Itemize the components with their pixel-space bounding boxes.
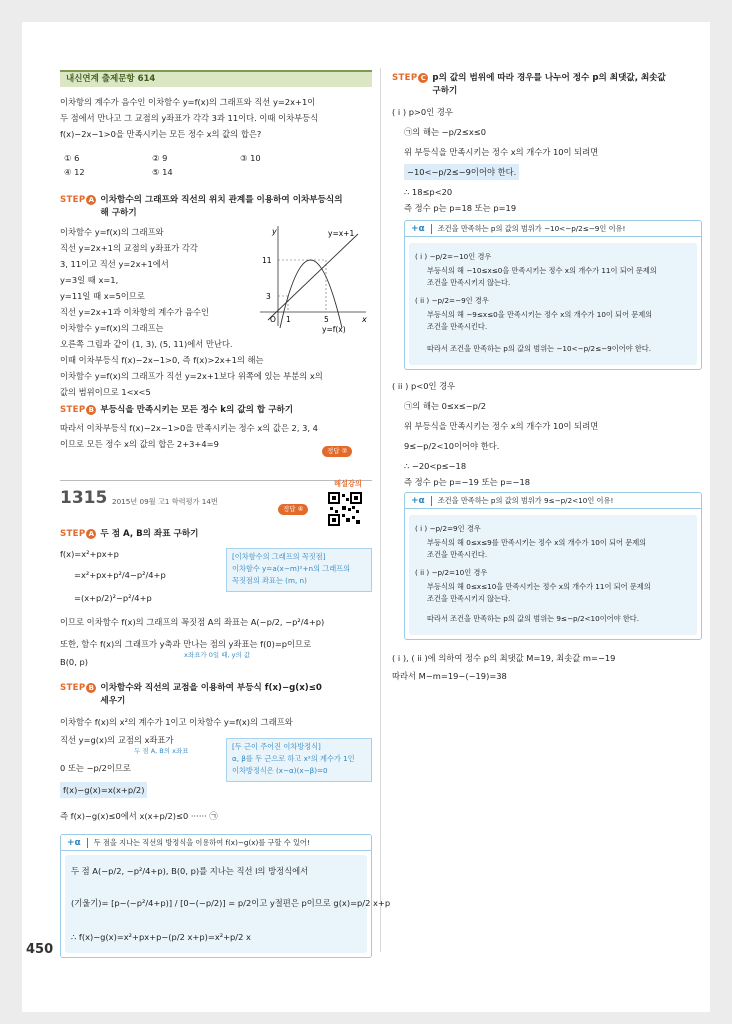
solution-line: 직선 y=2x+1과 이차항의 계수가 음수인 <box>60 307 210 317</box>
alpha-box-case1: +α 조건을 만족하는 p의 값의 범위가 −10<−p/2≤−9인 이유! ( i ) −p/2=−10인 경우 부등식의 해 −10≤x≤0을 만족시키는 정수 x의 개수가 11이 되어 문제의 조건을 만족시키지 않는다. ( ii ) −p/2=−9인 경우 부등식의 해 −9≤x≤0을 만족시키는 정수 x의 개수가 10이 되어 문제의 조건을 만족시킨다. 따라서 조건을 만족하는 p의 값의 범위는 −10<−p/2≤−9이어야 한다. <box>404 220 702 370</box>
solution-line: ( i ) p>0인 경우 <box>392 107 453 117</box>
tip-note: 두 점 A, B의 x좌표 <box>134 747 189 755</box>
solution-line: 이므로 이차함수 f(x)의 그래프의 꼭짓점 A의 좌표는 A(−p/2, −p²/4+p) <box>60 617 325 627</box>
solution-line: ㉠의 해는 −p/2≤x≤0 <box>404 127 487 137</box>
solution-line: 위 부등식을 만족시키는 정수 x의 개수가 10이 되려면 <box>404 421 599 431</box>
solution-line: 값의 범위이므로 1<x<5 <box>60 387 151 397</box>
left-column <box>60 22 391 1012</box>
choice: ① 6 <box>64 153 80 163</box>
plus-alpha-icon: +α <box>411 495 425 506</box>
plus-alpha-icon: +α <box>67 837 81 848</box>
answer-badge-2: 정답 ④ <box>278 496 308 515</box>
x-axis-label: x <box>362 315 367 324</box>
qr-code-icon[interactable] <box>328 492 362 526</box>
line-label: y=x+1 <box>328 229 355 238</box>
solution-line: y=11일 때 x=5이므로 <box>60 291 145 301</box>
solution-line: 직선 y=g(x)의 교점의 x좌표가 <box>60 735 174 745</box>
page-number: 450 <box>26 942 54 957</box>
step-c-heading: STEP C p의 값의 범위에 따라 경우를 나누어 정수 p의 최댓값, 최솟값 구하기 <box>392 73 666 96</box>
step-b-heading: STEP B 부등식을 만족시키는 모든 정수 k의 값의 합 구하기 <box>60 405 294 415</box>
solution-line: ( ii ) p<0인 경우 <box>392 381 456 391</box>
tip-box-vertex: [이차함수의 그래프의 꼭짓점] 이차함수 y=a(x−m)²+n의 그래프의 꼭짓점의 좌표는 (m, n) <box>226 548 372 592</box>
solution-line: 0 또는 −p/2이므로 <box>60 763 131 773</box>
solution-line: 이므로 모든 정수 x의 값의 합은 2+3+4=9 <box>60 439 219 449</box>
header-badge: 내신연계 출제문항 614 <box>66 74 156 84</box>
page <box>22 22 710 1012</box>
solution-line: f(x)=x²+px+p <box>60 549 119 559</box>
tip-note: x좌표가 0일 때, y의 값 <box>184 651 251 659</box>
column-divider <box>380 68 381 952</box>
step-a-heading: STEP A 이차함수의 그래프와 직선의 위치 관계를 이용하여 이차부등식의 해 구하기 <box>60 195 343 218</box>
choice: ④ 12 <box>64 167 85 177</box>
y-axis-label: y <box>272 227 277 236</box>
problem-line: 두 점에서 만나고 그 교점의 y좌표가 각각 3과 11이다. 이때 이차부등식 <box>60 113 319 123</box>
solution-line: −10<−p/2≤−9이어야 한다. <box>404 164 519 180</box>
problem-number: 1315 <box>60 488 108 508</box>
answer-badge-1: 정답 ② <box>322 438 352 457</box>
solution-line: 이차함수 y=f(x)의 그래프는 <box>60 323 164 333</box>
step2-b-heading: STEP B 이차함수와 직선의 교점을 이용하여 부등식 f(x)−g(x)≤0 세우기 <box>60 683 322 706</box>
tick-3: 3 <box>266 292 271 301</box>
solution-line: ㉠의 해는 0≤x≤−p/2 <box>404 401 487 411</box>
parabola-graph <box>250 222 372 334</box>
solution-line: B(0, p) <box>60 657 88 667</box>
solution-line: 오른쪽 그림과 같이 (1, 3), (5, 11)에서 만난다. <box>60 339 233 349</box>
alpha-box-case2: +α 조건을 만족하는 p의 값의 범위가 9≤−p/2<10인 이유! ( i ) −p/2=9인 경우 부등식의 해 0≤x≤9를 만족시키는 정수 x의 개수가 10이 되어 문제의 조건을 만족시킨다. ( ii ) −p/2=10인 경우 부등식의 해 0≤x≤10을 만족시키는 정수 x의 개수가 11이 되어 문제의 조건을 만족시키지 않는다. 따라서 조건을 만족하는 p의 값의 범위는 9≤−p/2<10이어야 한다. <box>404 492 702 640</box>
tick-11: 11 <box>262 256 272 265</box>
solution-line: 9≤−p/2<10이어야 한다. <box>404 441 500 451</box>
problem-header-bar <box>60 70 372 87</box>
solution-line: f(x)−g(x)=x(x+p/2) <box>60 782 147 798</box>
solution-line: 즉 정수 p는 p=−19 또는 p=−18 <box>404 477 530 487</box>
problem-line: f(x)−2x−1>0을 만족시키는 모든 정수 x의 값의 합은? <box>60 129 262 139</box>
solution-line: =x²+px+p²/4−p²/4+p <box>74 570 166 580</box>
curve-label: y=f(x) <box>322 325 346 334</box>
solution-line: 즉 정수 p는 p=18 또는 p=19 <box>404 203 517 213</box>
right-column <box>392 22 702 1012</box>
solution-line: 위 부등식을 만족시키는 정수 x의 개수가 10이 되려면 <box>404 147 599 157</box>
tick-1: 1 <box>286 315 291 324</box>
solution-line: 3, 11이고 직선 y=2x+1에서 <box>60 259 169 269</box>
choice: ③ 10 <box>240 153 261 163</box>
choice: ② 9 <box>152 153 168 163</box>
solution-line: 이차함수 y=f(x)의 그래프와 <box>60 227 164 237</box>
solution-line: 즉 f(x)−g(x)≤0에서 x(x+p/2)≤0 ······ ㉠ <box>60 811 218 821</box>
problem-line: 이차항의 계수가 음수인 이차함수 y=f(x)의 그래프와 직선 y=2x+1이 <box>60 97 316 107</box>
tick-5: 5 <box>324 315 329 324</box>
solution-line: 이차함수 f(x)의 x²의 계수가 1이고 이차함수 y=f(x)의 그래프와 <box>60 717 293 727</box>
solution-line: ∴ −20<p≤−18 <box>404 461 467 471</box>
origin-label: O <box>270 315 276 324</box>
alpha-box-body: 두 점 A(−p/2, −p²/4+p), B(0, p)를 지나는 직선 l의 방정식에서 (기울기)= [p−(−p²/4+p)] / [0−(−p/2)] = p/2이고 y절편은 p이므로 g(x)=p/2 x+p ∴ f(x)−g(x)=x²+px+p−(p/2 x+p)=x²+p/2 x <box>65 855 367 953</box>
final-line: 따라서 M−m=19−(−19)=38 <box>392 671 507 681</box>
final-line: ( i ), ( ii )에 의하여 정수 p의 최댓값 M=19, 최솟값 m=−19 <box>392 653 616 663</box>
solution-line: 이차함수 y=f(x)의 그래프가 직선 y=2x+1보다 위쪽에 있는 부분의 x의 <box>60 371 323 381</box>
solution-line: 따라서 이차부등식 f(x)−2x−1>0을 만족시키는 정수 x의 값은 2, 3, 4 <box>60 423 318 433</box>
line-y-2x+1 <box>268 234 358 320</box>
choice: ⑤ 14 <box>152 167 173 177</box>
solution-line: 직선 y=2x+1의 교점의 y좌표가 각각 <box>60 243 198 253</box>
problem-separator <box>60 480 372 481</box>
solution-line: ∴ 18≤p<20 <box>404 187 453 197</box>
alpha-box-line-equation <box>60 834 391 958</box>
alpha-box-header: +α 두 점을 지나는 직선의 방정식을 이용하여 f(x)−g(x)를 구할 수 있어! <box>61 835 371 851</box>
solution-line: =(x+p/2)²−p²/4+p <box>74 593 152 603</box>
step2-a-heading: STEP A 두 점 A, B의 좌표 구하기 <box>60 529 199 539</box>
solution-line: 이때 이차부등식 f(x)−2x−1>0, 즉 f(x)>2x+1의 해는 <box>60 355 264 365</box>
plus-alpha-icon: +α <box>411 223 425 234</box>
solution-line: y=3일 때 x=1, <box>60 275 119 285</box>
tip-box-roots: [두 근이 주어진 이차방정식] α, β를 두 근으로 하고 x²의 계수가 1인 이차방정식은 (x−α)(x−β)=0 <box>226 738 372 782</box>
qr-caption: 해설강의 <box>334 479 362 488</box>
solution-line: 또한, 함수 f(x)의 그래프가 y축과 만나는 점의 y좌표는 f(0)=p이므로 <box>60 639 312 649</box>
problem-source: 2015년 09월 고1 학력평가 14번 <box>112 497 218 506</box>
